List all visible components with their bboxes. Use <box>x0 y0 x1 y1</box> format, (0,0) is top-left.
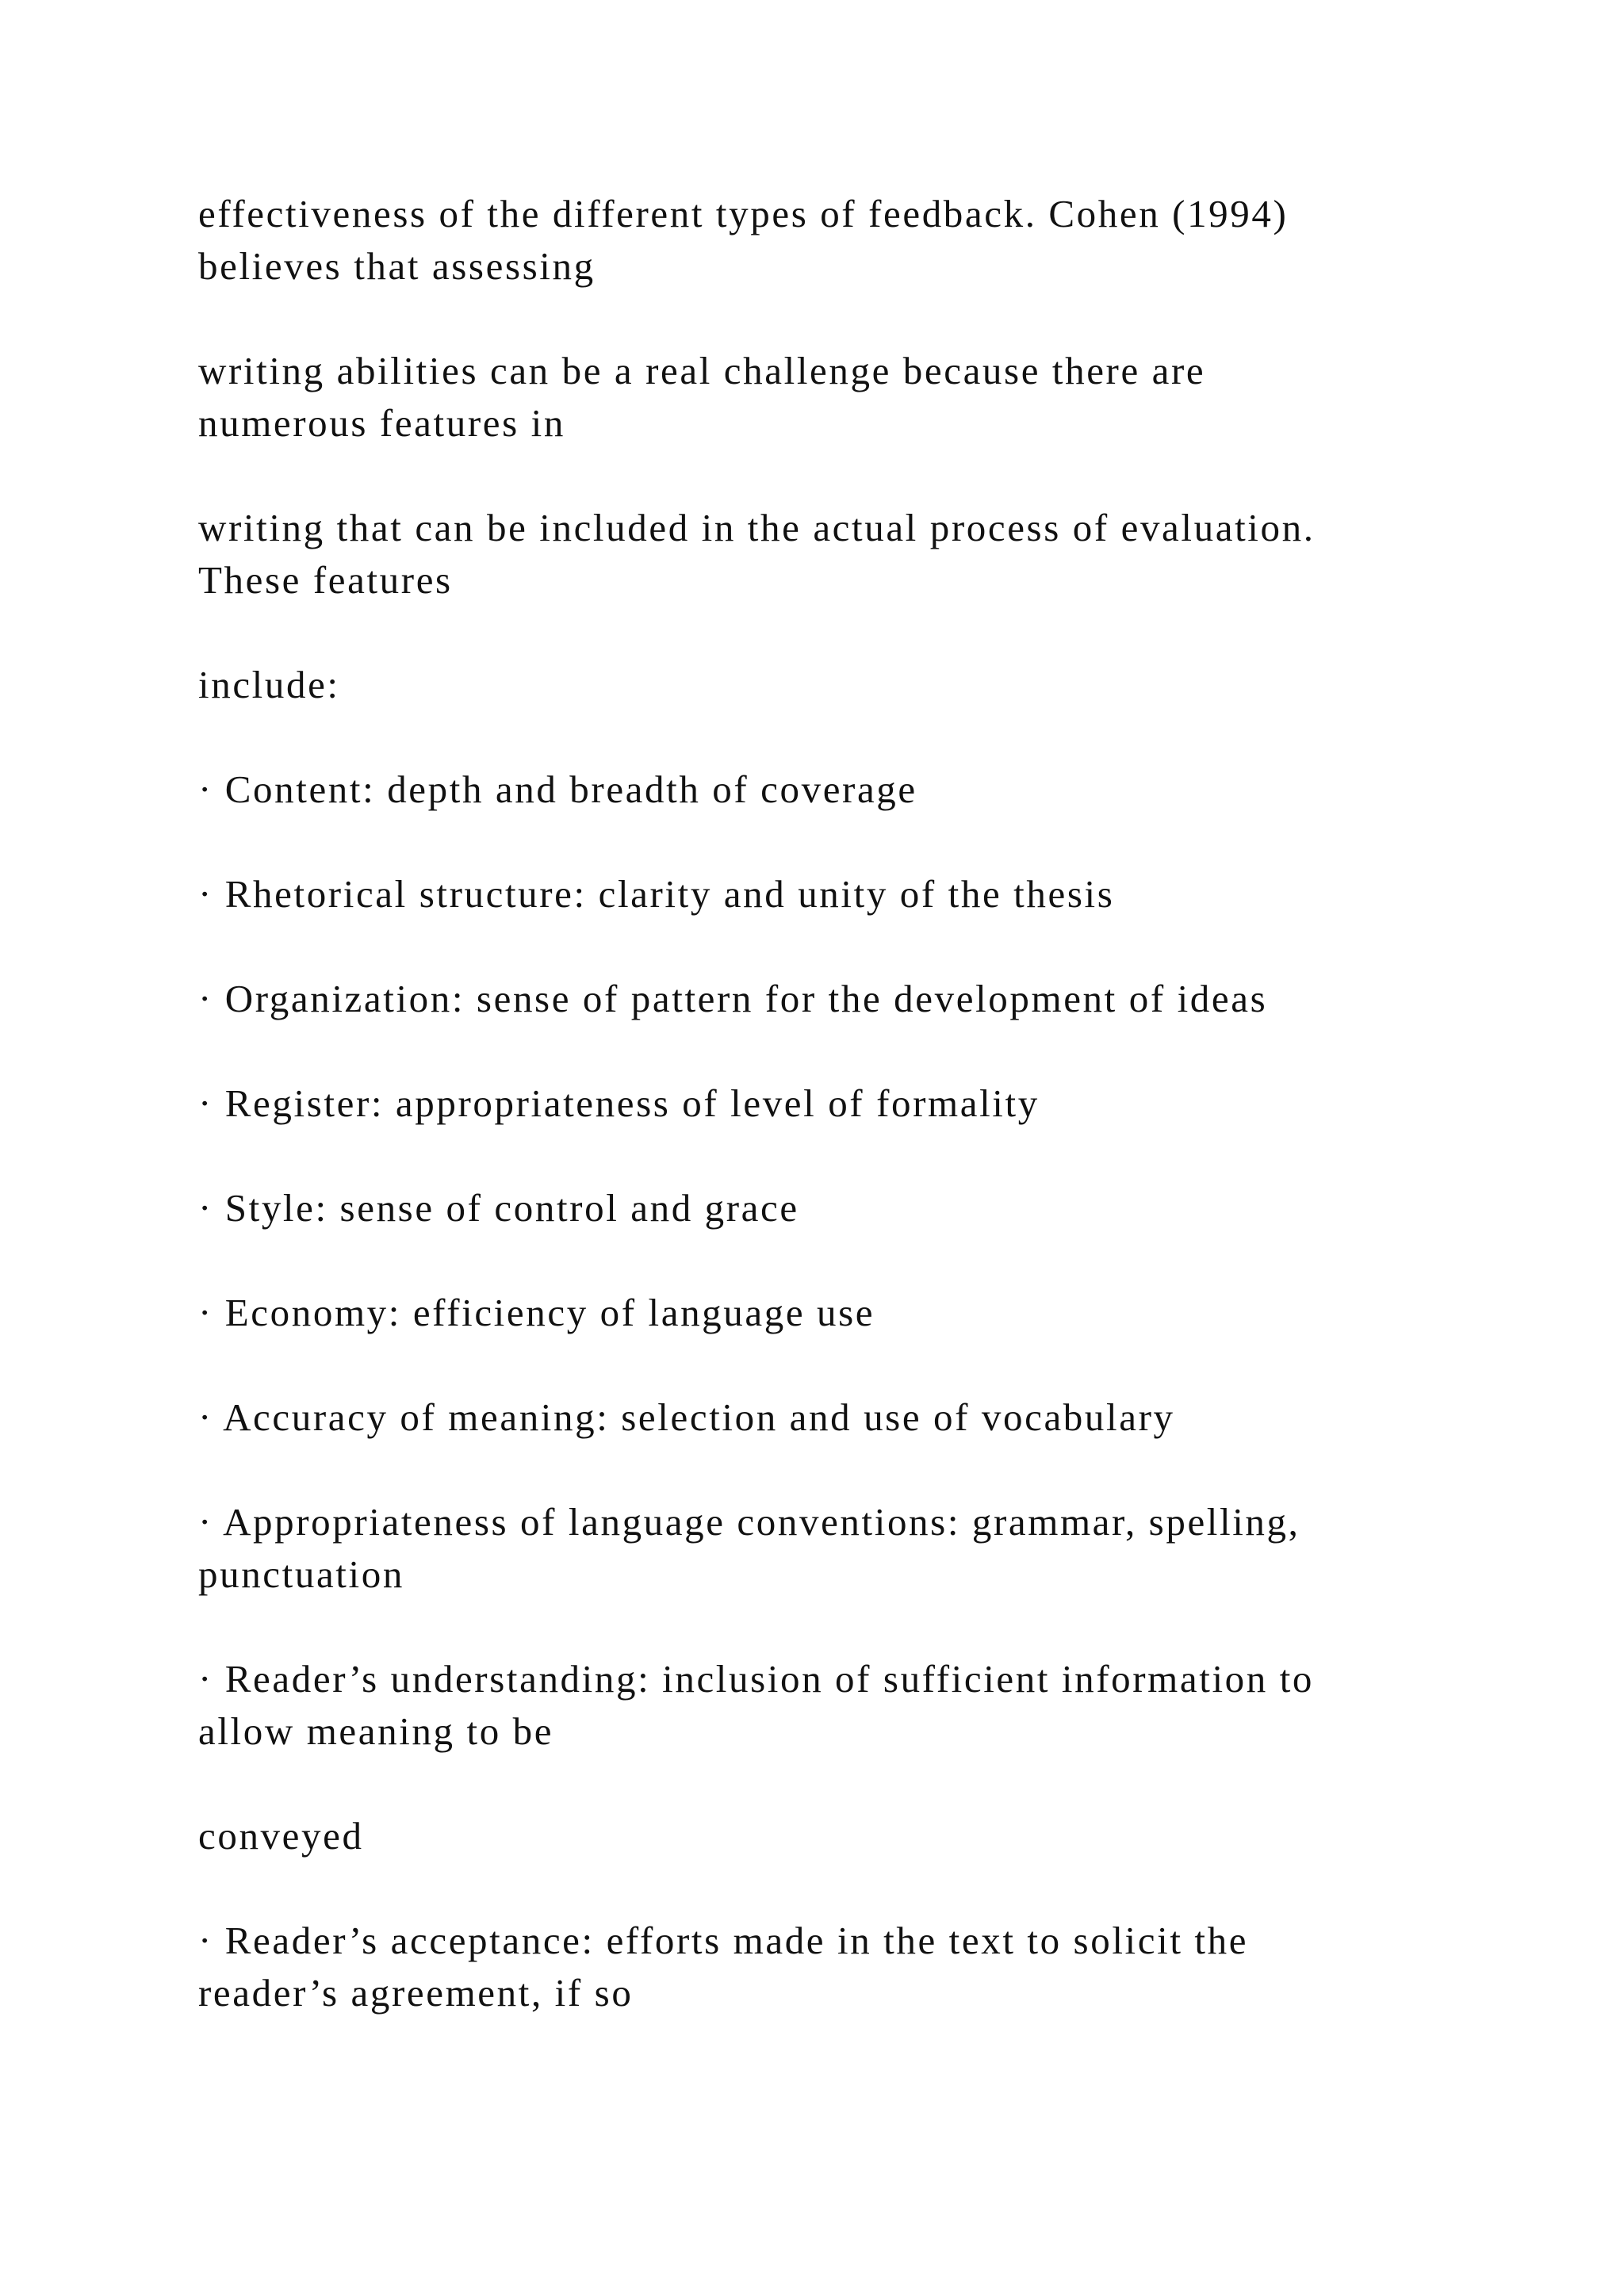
list-item-rhetorical-structure <box>198 868 1499 920</box>
text-line: · Economy: efficiency of language use <box>198 1291 875 1334</box>
text-line: effectiveness of the different types of feedback. Cohen (1994) <box>198 192 1289 235</box>
text-line: · Style: sense of control and grace <box>198 1186 799 1230</box>
text-line: numerous features in <box>198 401 565 445</box>
list-item-content <box>198 763 1499 816</box>
paragraph-conveyed <box>198 1810 1499 1862</box>
text-line: · Accuracy of meaning: selection and use of vocabulary <box>198 1395 1175 1439</box>
text-line: allow meaning to be <box>198 1709 554 1753</box>
list-item-economy <box>198 1287 1499 1339</box>
text-line: · Reader’s understanding: inclusion of sufficient information to <box>198 1657 1315 1701</box>
text-line: conveyed <box>198 1814 364 1858</box>
text-line: · Reader’s acceptance: efforts made in the text to solicit the <box>198 1919 1249 1962</box>
text-line: These features <box>198 558 453 602</box>
paragraph-2 <box>198 345 1499 450</box>
text-line: · Organization: sense of pattern for the development of ideas <box>198 977 1268 1020</box>
paragraph-4 <box>198 659 1499 711</box>
list-item-register <box>198 1077 1499 1130</box>
text-line: · Appropriateness of language conventions: grammar, spelling, <box>198 1500 1300 1544</box>
text-line: reader’s agreement, if so <box>198 1971 634 2015</box>
paragraph-3 <box>198 502 1499 607</box>
text-line: · Rhetorical structure: clarity and unity of the thesis <box>198 872 1115 916</box>
text-line: punctuation <box>198 1552 404 1596</box>
list-item-language-conventions <box>198 1496 1499 1601</box>
list-item-style <box>198 1182 1499 1234</box>
list-item-readers-acceptance <box>198 1915 1499 2019</box>
paragraph-1 <box>198 188 1499 293</box>
text-line: believes that assessing <box>198 244 596 288</box>
list-item-readers-understanding <box>198 1653 1499 1758</box>
text-line: · Register: appropriateness of level of formality <box>198 1081 1040 1125</box>
list-item-organization <box>198 973 1499 1025</box>
list-item-accuracy <box>198 1391 1499 1444</box>
text-line: writing that can be included in the actual process of evaluation. <box>198 506 1316 549</box>
text-line: writing abilities can be a real challenge because there are <box>198 349 1206 392</box>
text-line: · Content: depth and breadth of coverage <box>198 767 917 811</box>
text-line: include: <box>198 663 340 706</box>
